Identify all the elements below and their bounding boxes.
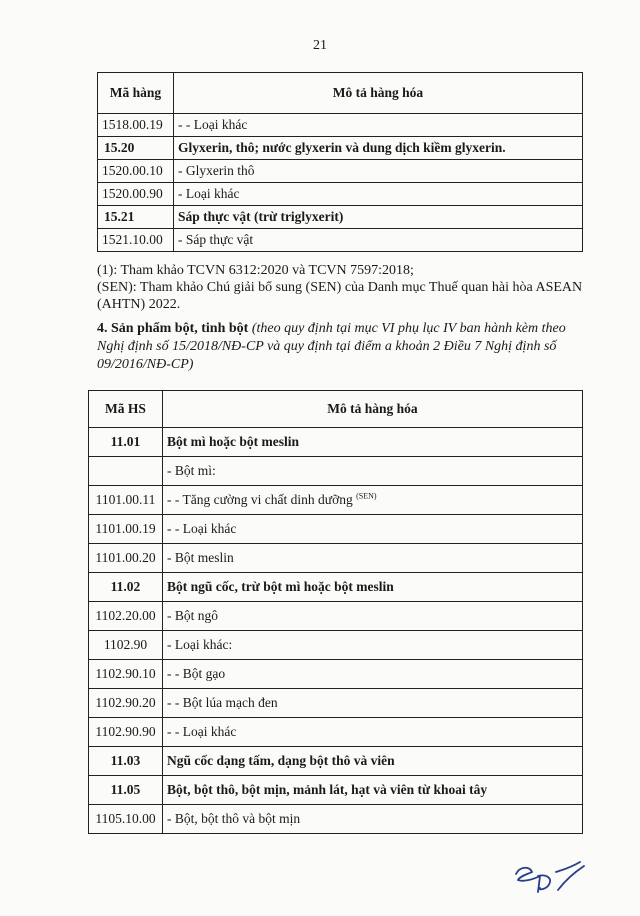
table-header-row <box>89 391 583 428</box>
table-flour-starch <box>88 390 583 834</box>
table-row <box>89 689 583 718</box>
table-row <box>89 428 583 457</box>
table-row <box>89 486 583 515</box>
header-description: Mô tả hàng hóa <box>163 391 583 428</box>
cell-code: 11.02 <box>89 573 163 602</box>
table-row <box>89 776 583 805</box>
cell-description: - Loại khác: <box>163 631 583 660</box>
cell-code: 1105.10.00 <box>89 805 163 834</box>
cell-description: - Bột mì: <box>163 457 583 486</box>
cell-description: - Sáp thực vật <box>174 229 583 252</box>
header-hs-code: Mã HS <box>89 391 163 428</box>
cell-code: 11.03 <box>89 747 163 776</box>
table-row <box>89 631 583 660</box>
table-row <box>89 602 583 631</box>
header-description: Mô tả hàng hóa <box>174 73 583 114</box>
cell-code: 1520.00.90 <box>98 183 174 206</box>
cell-description: - - Bột lúa mạch đen <box>163 689 583 718</box>
description-text: - - Tăng cường vi chất dinh dưỡng <box>167 492 353 507</box>
table-row <box>89 457 583 486</box>
cell-code <box>89 457 163 486</box>
table-row <box>98 114 583 137</box>
cell-description: - - Loại khác <box>174 114 583 137</box>
table-row <box>98 183 583 206</box>
table-row <box>98 137 583 160</box>
cell-code: 15.20 <box>98 137 174 160</box>
table-row <box>89 660 583 689</box>
footnote-1: (1): Tham khảo TCVN 6312:2020 và TCVN 7597:2018; <box>97 263 414 278</box>
cell-description: - - Loại khác <box>163 515 583 544</box>
table-row <box>98 160 583 183</box>
cell-description: Sáp thực vật (trừ triglyxerit) <box>174 206 583 229</box>
table-row <box>98 206 583 229</box>
cell-description: Bột ngũ cốc, trừ bột mì hoặc bột meslin <box>163 573 583 602</box>
cell-code: 1102.90.90 <box>89 718 163 747</box>
cell-code: 15.21 <box>98 206 174 229</box>
table-row <box>89 805 583 834</box>
table-row <box>98 229 583 252</box>
cell-code: 1101.00.11 <box>89 486 163 515</box>
cell-description: Glyxerin, thô; nước glyxerin và dung dịch kiềm glyxerin. <box>174 137 583 160</box>
cell-description: Bột mì hoặc bột meslin <box>163 428 583 457</box>
cell-description: Bột, bột thô, bột mịn, mảnh lát, hạt và viên từ khoai tây <box>163 776 583 805</box>
cell-description: - Bột, bột thô và bột mịn <box>163 805 583 834</box>
sen-superscript: (SEN) <box>356 491 377 501</box>
table-row <box>89 515 583 544</box>
cell-description: Ngũ cốc dạng tấm, dạng bột thô và viên <box>163 747 583 776</box>
cell-code: 1102.90.10 <box>89 660 163 689</box>
cell-code: 1102.20.00 <box>89 602 163 631</box>
cell-code: 1101.00.20 <box>89 544 163 573</box>
table-row <box>89 718 583 747</box>
table-row <box>89 573 583 602</box>
handwritten-initials-signature <box>510 852 592 900</box>
section-4-heading <box>97 320 587 374</box>
section-title: 4. Sản phẩm bột, tinh bột <box>97 321 249 336</box>
table-row <box>89 544 583 573</box>
page-number: 21 <box>313 38 327 53</box>
cell-code: 1102.90 <box>89 631 163 660</box>
table-row <box>89 747 583 776</box>
cell-code: 11.01 <box>89 428 163 457</box>
cell-description: - Loại khác <box>174 183 583 206</box>
cell-code: 1102.90.20 <box>89 689 163 718</box>
footnotes <box>97 262 587 313</box>
cell-code: 1521.10.00 <box>98 229 174 252</box>
cell-code: 11.05 <box>89 776 163 805</box>
table-upper-goods <box>97 72 583 252</box>
section-legal-reference: (theo quy định tại mục VI phụ lục IV ban hành kèm theo Nghị định số 15/2018/NĐ-CP và quy định tại điểm a khoản 2 Điều 7 Nghị định số 09/2016/NĐ-CP) <box>97 321 566 372</box>
cell-description: - Bột meslin <box>163 544 583 573</box>
cell-code: 1520.00.10 <box>98 160 174 183</box>
cell-description <box>163 486 583 515</box>
cell-description: - Glyxerin thô <box>174 160 583 183</box>
header-code: Mã hàng <box>98 73 174 114</box>
cell-description: - - Loại khác <box>163 718 583 747</box>
table-header-row <box>98 73 583 114</box>
cell-description: - - Bột gạo <box>163 660 583 689</box>
cell-description: - Bột ngô <box>163 602 583 631</box>
footnote-sen: (SEN): Tham khảo Chú giải bổ sung (SEN) của Danh mục Thuế quan hài hòa ASEAN (AHTN) 2022. <box>97 280 583 312</box>
cell-code: 1518.00.19 <box>98 114 174 137</box>
cell-code: 1101.00.19 <box>89 515 163 544</box>
